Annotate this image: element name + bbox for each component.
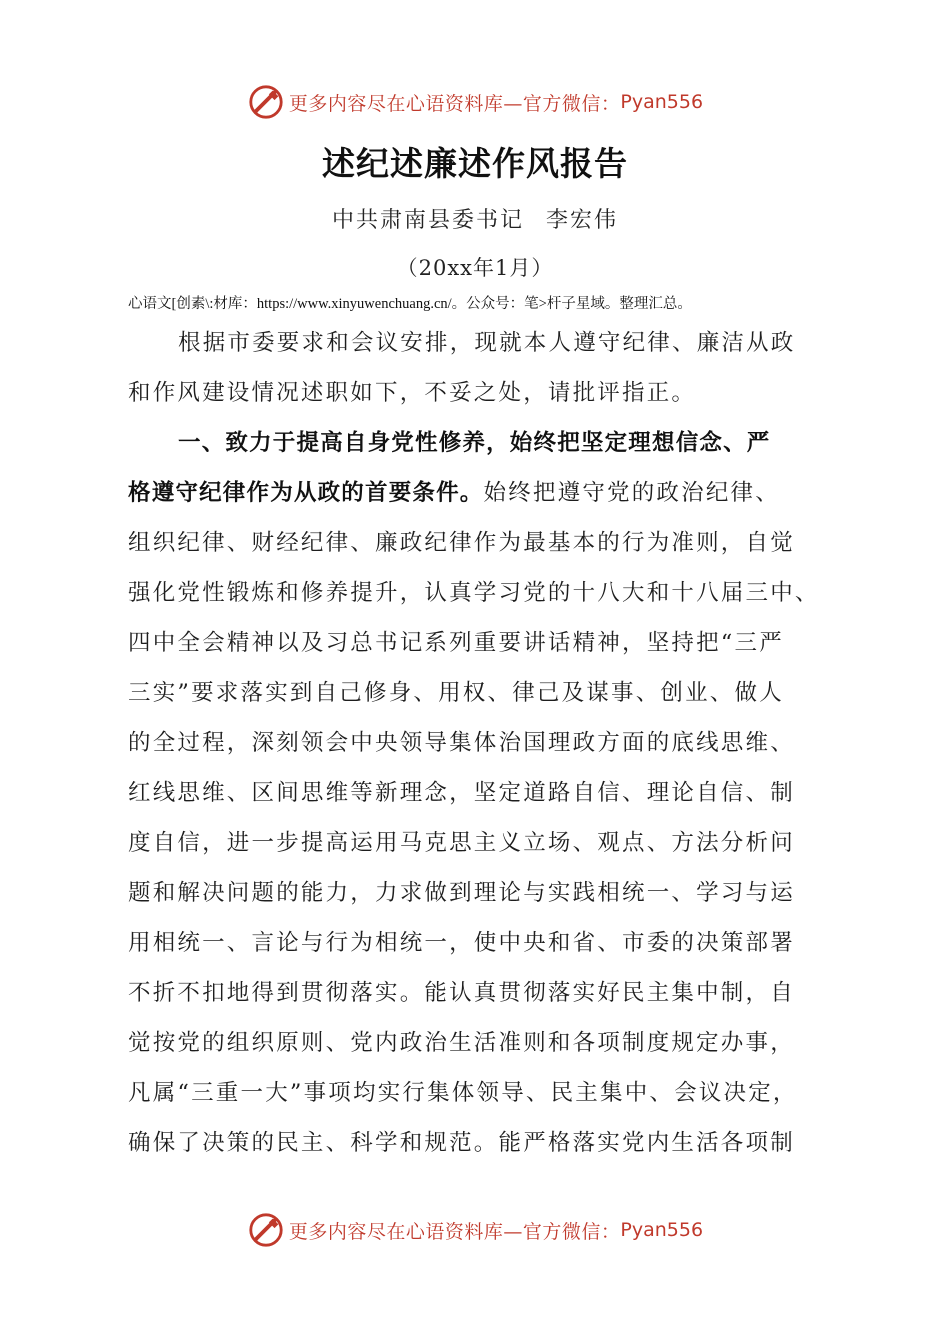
paragraph-line: 的全过程，深刻领会中央领导集体治国理政方面的底线思维、 [128,730,795,756]
paragraph-line: 和作风建设情况述职如下，不妥之处，请批评指正。 [128,380,697,406]
paragraph-line: 确保了决策的民主、科学和规范。能严格落实党内生活各项制 [128,1130,795,1156]
banner-text: 更多内容尽在心语资料库—官方微信： [288,1220,621,1243]
document-title: 述纪述廉述作风报告 [322,144,628,183]
paragraph-line: 凡属“三重一大”事项均实行集体领导、民主集中、会议决定， [128,1080,798,1106]
author-line [0,203,950,234]
pen-logo-icon [247,83,285,121]
banner-wechat-id: Pyan556 [620,1219,704,1241]
paragraph-line: 四中全会精神以及习总书记系列重要讲话精神，坚持把“三严 [128,630,784,656]
paragraph-line [128,468,823,518]
document-body [128,318,823,1168]
header-banner [0,82,950,122]
paragraph-line: 组织纪律、财经纪律、廉政纪律作为最基本的行为准则，自觉 [128,530,795,556]
paragraph-text: 始终把遵守党的政治纪律、 [483,480,780,506]
author-name: 李宏伟 [546,208,619,233]
paragraph-line: 不折不扣地得到贯彻落实。能认真贯彻落实好民主集中制，自 [128,980,795,1006]
paragraph-line: 用相统一、言论与行为相统一，使中央和省、市委的决策部署 [128,930,795,956]
section-heading-cont: 格遵守纪律作为从政的首要条件。 [128,480,484,506]
paragraph-line: 三实”要求落实到自己修身、用权、律己及谋事、创业、做人 [128,680,784,706]
document-date: （20xx年1月） [396,256,554,280]
pen-logo-icon [247,1211,285,1249]
paragraph-line: 度自信，进一步提高运用马克思主义立场、观点、方法分析问 [128,830,795,856]
paragraph-line: 强化党性锻炼和修养提升，认真学习党的十八大和十八届三中、 [128,580,820,606]
source-note: 心语文[创素\:材库：https://www.xinyuwenchuang.cn/。公众号：笔>杆子星域。整理汇总。 [128,296,692,312]
author-org: 中共肃南县委书记 [331,208,524,233]
paragraph-line: 题和解决问题的能力，力求做到理论与实践相统一、学习与运 [128,880,795,906]
banner-wechat-id: Pyan556 [620,91,704,113]
banner-text: 更多内容尽在心语资料库—官方微信： [288,92,621,115]
section-heading: 一、致力于提高自身党性修养，始终把坚定理想信念、严 [178,430,771,456]
paragraph-line: 红线思维、区间思维等新理念，坚定道路自信、理论自信、制 [128,780,795,806]
footer-banner [0,1210,950,1250]
paragraph-line: 根据市委要求和会议安排，现就本人遵守纪律、廉洁从政 [178,330,796,356]
paragraph-line: 觉按党的组织原则、党内政治生活准则和各项制度规定办事， [128,1030,795,1056]
